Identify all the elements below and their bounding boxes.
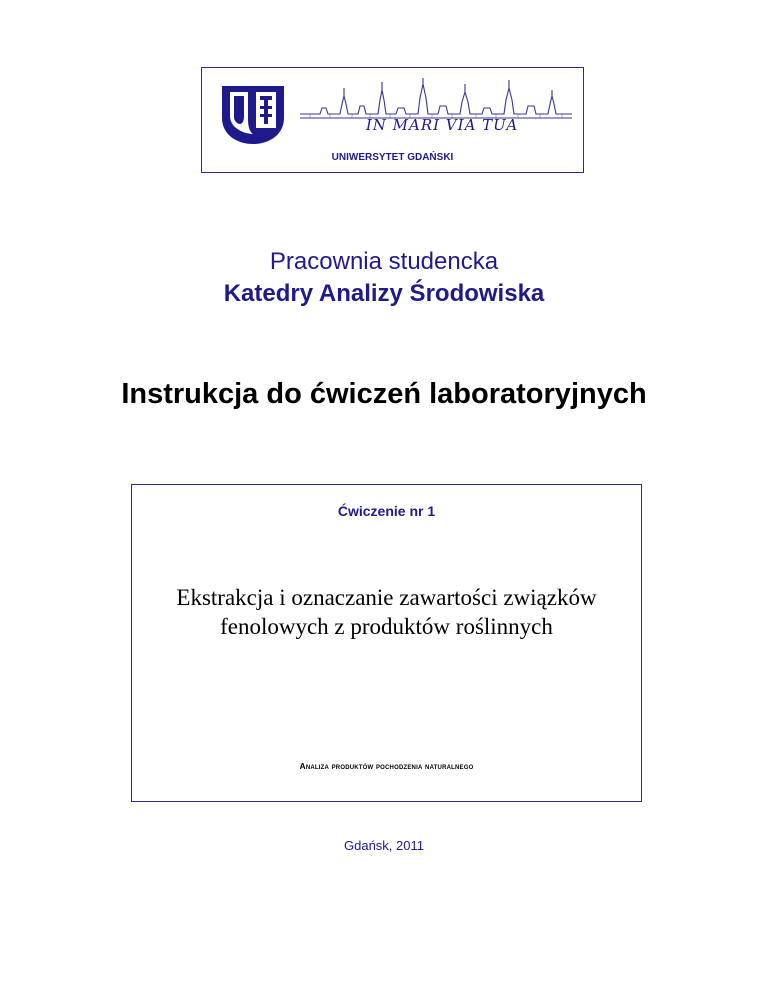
university-logo-box xyxy=(201,67,584,173)
exercise-title: Ekstrakcja i oznaczanie zawartości związków fenolowych z produktów roślinnych xyxy=(176,585,597,639)
exercise-number: Ćwiczenie nr 1 xyxy=(337,503,436,519)
lab-name-line2: Katedry Analizy Środowiska xyxy=(223,280,545,307)
place-date: Gdańsk, 2011 xyxy=(344,838,424,853)
ug-emblem-icon xyxy=(220,84,286,146)
exercise-box xyxy=(131,484,642,802)
lab-name-line1: Pracownia studencka xyxy=(269,248,499,275)
document-title: Instrukcja do ćwiczeń laboratoryjnych xyxy=(121,378,647,410)
motto-text: IN MARI VIA TUA xyxy=(365,116,519,134)
course-subject: Analiza produktów pochodzenia naturalnego xyxy=(299,761,474,771)
university-name: UNIWERSYTET GDAŃSKI xyxy=(331,152,454,163)
